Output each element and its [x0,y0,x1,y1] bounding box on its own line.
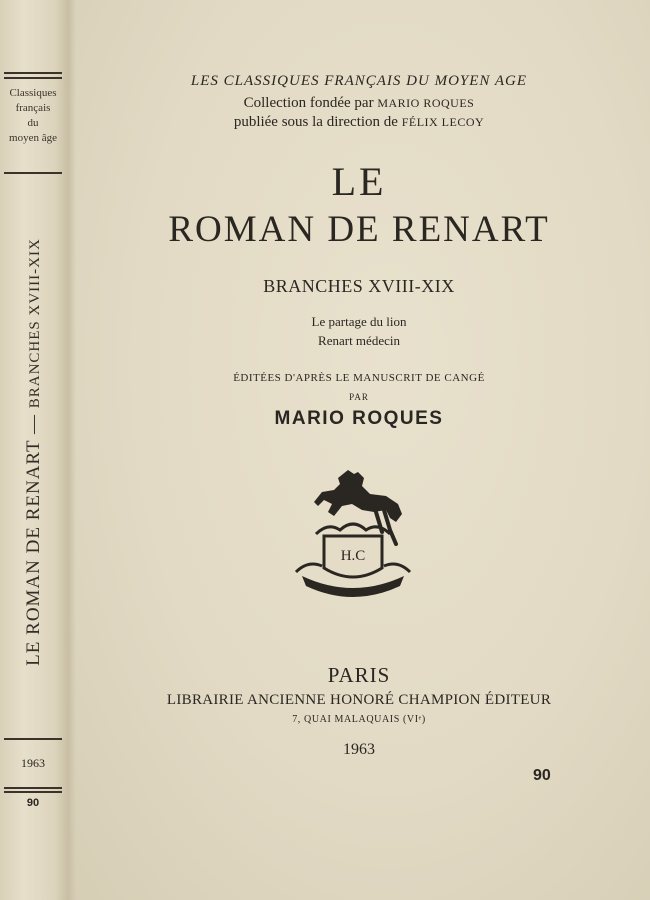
series-title: LES CLASSIQUES FRANÇAIS DU MOYEN AGE [190,73,528,89]
book-title-line-2: ROMAN DE RENART [168,209,550,250]
founder-name: MARIO ROQUES [377,96,475,110]
spine-series-number: 90 [26,797,40,809]
spine-rule-under-year-1 [4,787,62,789]
horse-silhouette [314,470,402,522]
spine-series-line: du [27,117,39,129]
edition-note: ÉDITÉES D'APRÈS LE MANUSCRIT DE CANGÉ [233,372,485,384]
director-name: FÉLIX LECOY [401,115,485,129]
emblem-banner [302,576,404,597]
spine-rule-above-year [4,738,62,740]
series-number: 90 [533,767,551,784]
subtitle-partage: Le partage du lion [311,314,407,329]
spine-top-rule-2 [4,77,62,79]
spine-branches: BRANCHES XVIII-XIX [27,238,43,409]
publication-year: 1963 [343,741,375,758]
spine-series-line: moyen âge [9,132,57,144]
spine-year: 1963 [21,756,45,770]
spine-separator: — [23,408,44,440]
publisher-emblem-icon [278,460,428,610]
book-spine [0,0,69,900]
spine-top-rule-1 [4,72,62,74]
spine-series-line: Classiques [9,87,57,99]
par-label: PAR [349,392,369,402]
spine-series-label [4,86,62,146]
subtitle-medecin: Renart médecin [318,333,400,348]
spine-rule-under-year-2 [4,791,62,793]
cover-fold-shadow [68,0,76,900]
publisher-name: LIBRAIRIE ANCIENNE HONORÉ CHAMPION ÉDITEUR [166,692,552,708]
branches-subtitle: BRANCHES XVIII-XIX [263,276,455,296]
founder-line [68,95,650,112]
author-name: MARIO ROQUES [274,408,444,429]
spine-title-vertical [23,238,45,666]
front-cover [68,0,650,900]
publisher-address: 7, QUAI MALAQUAIS (VIᵉ) [292,714,426,725]
emblem-initials: H.C [340,548,366,564]
book-title-line-1: LE [331,159,387,204]
spine-rule-under-series [4,172,62,174]
director-line [68,114,650,131]
director-prefix: publiée sous la direction de [233,114,402,130]
spine-title: LE ROMAN DE RENART [23,439,44,666]
founder-prefix: Collection fondée par [243,95,378,111]
publisher-city: PARIS [327,663,391,687]
spine-series-line: français [15,102,51,114]
